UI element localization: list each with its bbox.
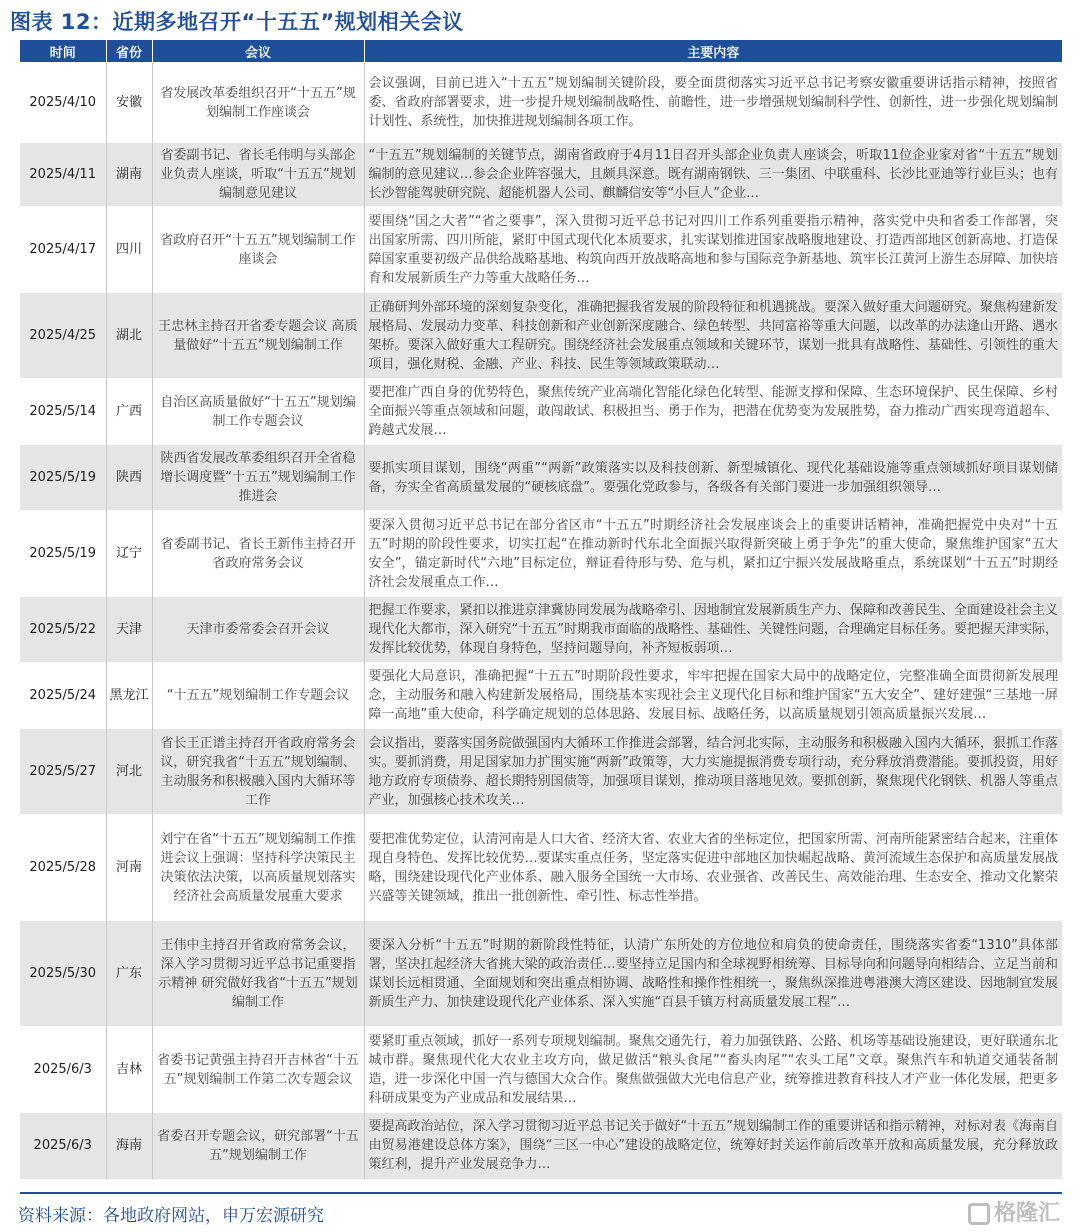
watermark-text: 格隆汇 <box>993 1201 1060 1226</box>
cell-meeting: 省委副书记、省长王新伟主持召开省政府常务会议 <box>152 511 364 597</box>
header-province: 省份 <box>106 40 152 63</box>
cell-province: 河北 <box>106 729 152 815</box>
cell-meeting: “十五五”规划编制工作专题会议 <box>152 663 364 729</box>
cell-date: 2025/5/19 <box>20 511 106 597</box>
table-row <box>20 445 1062 511</box>
cell-date: 2025/5/30 <box>20 921 106 1027</box>
cell-content: 会议强调，目前已进入“十五五”规划编制关键阶段，要全面贯彻落实习近平总书记考察安徽重要讲话指示精神，按照省委、省政府部署要求，进一步提升规划编制战略性、前瞻性，进一步增强规划编制科学性、创新性，进一步强化规划编制计划性、系统性，加快推进规划编制各项工作。 <box>364 63 1062 143</box>
cell-date: 2025/5/14 <box>20 379 106 445</box>
watermark <box>968 1196 1060 1227</box>
cell-meeting: 省委书记黄强主持召开吉林省“十五五”规划编制工作第二次专题会议 <box>152 1027 364 1113</box>
cell-meeting: 王伟中主持召开省政府常务会议，深入学习贯彻习近平总书记重要指示精神 研究做好我省“十五五”规划编制工作 <box>152 921 364 1027</box>
cell-meeting: 省发展改革委组织召开“十五五”规划编制工作座谈会 <box>152 63 364 143</box>
cell-content: 把握工作要求，紧扣以推进京津冀协同发展为战略牵引、因地制宜发展新质生产力、保障和改善民生、全面建设社会主义现代化大都市，深入研究“十五五”时期我市面临的战略性、基础性、关键性问题，合理确定目标任务。要把握天津实际，发挥比较优势，体现自身特色，坚持问题导向，补齐短板弱项… <box>364 597 1062 663</box>
cell-province: 河南 <box>106 815 152 921</box>
table-row <box>20 729 1062 815</box>
cell-content: 要提高政治站位，深入学习贯彻习近平总书记关于做好“十五五”规划编制工作的重要讲话和指示精神，对标对表《海南自由贸易港建设总体方案》，围绕“三区一中心”建设的战略定位，统筹好封关运作前后改革开放和高质量发展，充分释放政策红利，提升产业发展竞争力… <box>364 1113 1062 1179</box>
header-meeting: 会议 <box>152 40 364 63</box>
cell-content: 要围绕“国之大者”“省之要事”，深入贯彻习近平总书记对四川工作系列重要指示精神，落实党中央和省委工作部署，突出国家所需、四川所能，紧盯中国式现代化本质要求，扎实谋划推进国家战略腹地建设、打造西部地区创新高地、打造保障国家重要初级产品供给战略基地、构筑向西开放战略高地和参与国际竞争新基地、筑牢长江黄河上游生态屏障、加快培育和发展新质生产力等重大战略任务… <box>364 207 1062 293</box>
table-row <box>20 815 1062 921</box>
table-row <box>20 511 1062 597</box>
table-row <box>20 293 1062 379</box>
cell-content: 要把准优势定位，认清河南是人口大省、经济大省、农业大省的坐标定位，把国家所需、河南所能紧密结合起来，注重体现自身特色、发挥比较优势…要谋实重点任务，坚定落实促进中部地区加快崛起战略、黄河流域生态保护和高质量发展战略，围绕建设现代化产业体系、融入服务全国统一大市场、农业强省、改善民生、高效能治理、生态安全、推动文化繁荣兴盛等关键领域，推出一批创新性、牵引性、标志性举措。 <box>364 815 1062 921</box>
cell-province: 广东 <box>106 921 152 1027</box>
cell-content: 要强化大局意识，准确把握“十五五”时期阶段性要求，牢牢把握在国家大局中的战略定位，完整准确全面贯彻新发展理念，主动服务和融入构建新发展格局，围绕基本实现社会主义现代化目标和维护国家“五大安全”、建好建强“三基地一屏障一高地”重大使命，科学确定规划的总体思路、发展目标、战略任务，以高质量规划引领高质量振兴发展… <box>364 663 1062 729</box>
figure-title: 图表 12：近期多地召开“十五五”规划相关会议 <box>10 10 464 34</box>
cell-content: 要深入贯彻习近平总书记在部分省区市“十五五”时期经济社会发展座谈会上的重要讲话精神，准确把握党中央对“十五五”时期的阶段性要求，切实扛起“在推动新时代东北全面振兴取得新突破上勇于争先”的重大使命，聚焦维护国家“五大安全”，锚定新时代“六地”目标定位，辩证看待形与势、危与机，紧扣辽宁振兴发展战略重点，系统谋划“十五五”时期经济社会发展重点工作… <box>364 511 1062 597</box>
table-header-row <box>20 40 1062 63</box>
cell-meeting: 陕西省发展改革委组织召开全省稳增长调度暨“十五五”规划编制工作推进会 <box>152 445 364 511</box>
footer-rule <box>20 1192 1062 1194</box>
cell-province: 湖北 <box>106 293 152 379</box>
cell-content: 会议指出，要落实国务院做强国内大循环工作推进会部署，结合河北实际，主动服务和积极融入国内大循环，狠抓工作落实。要抓消费，用足国家加力扩围实施“两新”政策等，大力实施提振消费专项行动，充分释放消费潜能。要抓投资，用好地方政府专项债券、超长期特别国债等，加强项目谋划，推动项目落地见效。要抓创新，聚焦现代化钢铁、机器人等重点产业，加强核心技术攻关… <box>364 729 1062 815</box>
table-row <box>20 63 1062 143</box>
meetings-table <box>20 40 1062 1179</box>
cell-province: 陕西 <box>106 445 152 511</box>
cell-meeting: 省委召开专题会议，研究部署“十五五”规划编制工作 <box>152 1113 364 1179</box>
cell-date: 2025/4/17 <box>20 207 106 293</box>
cell-content: 正确研判外部环境的深刻复杂变化，准确把握我省发展的阶段特征和机遇挑战。要深入做好重大问题研究。聚焦构建新发展格局、发展动力变革、科技创新和产业创新深度融合、绿色转型、共同富裕等重大问题，以改革的办法逢山开路、遇水架桥。要深入做好重大工程研究。围绕经济社会发展重点领域和关键环节，谋划一批具有战略性、基础性、引领性的重大项目，强化财税、金融、产业、科技、民生等领域政策联动… <box>364 293 1062 379</box>
cell-province: 天津 <box>106 597 152 663</box>
cell-content: 要把准广西自身的优势特色，聚焦传统产业高端化智能化绿色化转型、能源支撑和保障、生态环境保护、民生保障、乡村全面振兴等重点领域和问题，敢闯敢试、积极担当、勇于作为，把潜在优势变为发展胜势，奋力推动广西实现弯道超车、跨越式发展… <box>364 379 1062 445</box>
cell-province: 湖南 <box>106 143 152 207</box>
cell-date: 2025/4/11 <box>20 143 106 207</box>
cell-date: 2025/5/27 <box>20 729 106 815</box>
cell-meeting: 省长王正谱主持召开省政府常务会议，研究我省“十五五”规划编制、主动服务和积极融入国内大循环等工作 <box>152 729 364 815</box>
cell-province: 四川 <box>106 207 152 293</box>
cell-date: 2025/5/22 <box>20 597 106 663</box>
header-content: 主要内容 <box>364 40 1062 63</box>
table-row <box>20 379 1062 445</box>
cell-meeting: 省委副书记、省长毛伟明与头部企业负责人座谈，听取“十五五”规划编制意见建议 <box>152 143 364 207</box>
cell-meeting: 自治区高质量做好“十五五”规划编制工作专题会议 <box>152 379 364 445</box>
cell-meeting: 王忠林主持召开省委专题会议 高质量做好“十五五”规划编制工作 <box>152 293 364 379</box>
table-row <box>20 597 1062 663</box>
cell-date: 2025/4/25 <box>20 293 106 379</box>
cell-date: 2025/4/10 <box>20 63 106 143</box>
cell-meeting: 天津市委常委会召开会议 <box>152 597 364 663</box>
cell-content: 要深入分析“十五五”时期的新阶段性特征，认清广东所处的方位地位和肩负的使命责任，围绕落实省委“1310”具体部署，坚决扛起经济大省挑大梁的政治责任…要坚持立足国内和全球视野相统筹、目标导向和问题导向相结合、立足当前和谋划长远相贯通、全面规划和突出重点相协调、战略性和操作性相统一，聚焦纵深推进粤港澳大湾区建设、因地制宜发展新质生产力、加快建设现代化产业体系、深入实施“百县千镇万村高质量发展工程”… <box>364 921 1062 1027</box>
watermark-logo-icon <box>968 1203 990 1225</box>
table-row <box>20 663 1062 729</box>
cell-date: 2025/6/3 <box>20 1027 106 1113</box>
cell-content: 要抓实项目谋划，围绕“两重”“两新”政策落实以及科技创新、新型城镇化、现代化基础设施等重点领域抓好项目谋划储备，夯实全省高质量发展的“硬核底盘”。要强化党政参与，各级各有关部门要进一步加强组织领导… <box>364 445 1062 511</box>
cell-province: 安徽 <box>106 63 152 143</box>
table-row <box>20 921 1062 1027</box>
cell-province: 黑龙江 <box>106 663 152 729</box>
cell-content: “十五五”规划编制的关键节点，湖南省政府于4月11日召开头部企业负责人座谈会，听取11位企业家对省“十五五”规划编制的意见建议…参会企业阵容强大，且颇具深意。既有湖南钢铁、三一集团、中联重科、长沙比亚迪等行业巨头；也有长沙智能驾驶研究院、超能机器人公司、麒麟信安等“小巨人”企业… <box>364 143 1062 207</box>
table-body <box>20 63 1062 1179</box>
source-note: 资料来源：各地政府网站，申万宏源研究 <box>18 1206 324 1226</box>
cell-date: 2025/5/28 <box>20 815 106 921</box>
table-row <box>20 1113 1062 1179</box>
cell-province: 辽宁 <box>106 511 152 597</box>
cell-content: 要紧盯重点领域，抓好一系列专项规划编制。聚焦交通先行，着力加强铁路、公路、机场等基础设施建设，更好联通东北城市群。聚焦现代化大农业主攻方向，做足做活“粮头食尾”“畜头肉尾”“农头工尾”文章。聚焦汽车和轨道交通装备制造，进一步深化中国一汽与德国大众合作。聚焦做强做大光电信息产业，统筹推进教育科技人才产业一体化发展，把更多科研成果变为产业成品和发展结果… <box>364 1027 1062 1113</box>
cell-meeting: 省政府召开“十五五”规划编制工作座谈会 <box>152 207 364 293</box>
table-row <box>20 207 1062 293</box>
cell-meeting: 刘宁在省“十五五”规划编制工作推进会议上强调：坚持科学决策民主决策依法决策，以高质量规划落实经济社会高质量发展重大要求 <box>152 815 364 921</box>
cell-date: 2025/6/3 <box>20 1113 106 1179</box>
table-row <box>20 143 1062 207</box>
cell-province: 吉林 <box>106 1027 152 1113</box>
cell-province: 海南 <box>106 1113 152 1179</box>
meetings-table-wrapper <box>20 40 1062 1179</box>
cell-date: 2025/5/19 <box>20 445 106 511</box>
table-row <box>20 1027 1062 1113</box>
cell-province: 广西 <box>106 379 152 445</box>
header-date: 时间 <box>20 40 106 63</box>
cell-date: 2025/5/24 <box>20 663 106 729</box>
